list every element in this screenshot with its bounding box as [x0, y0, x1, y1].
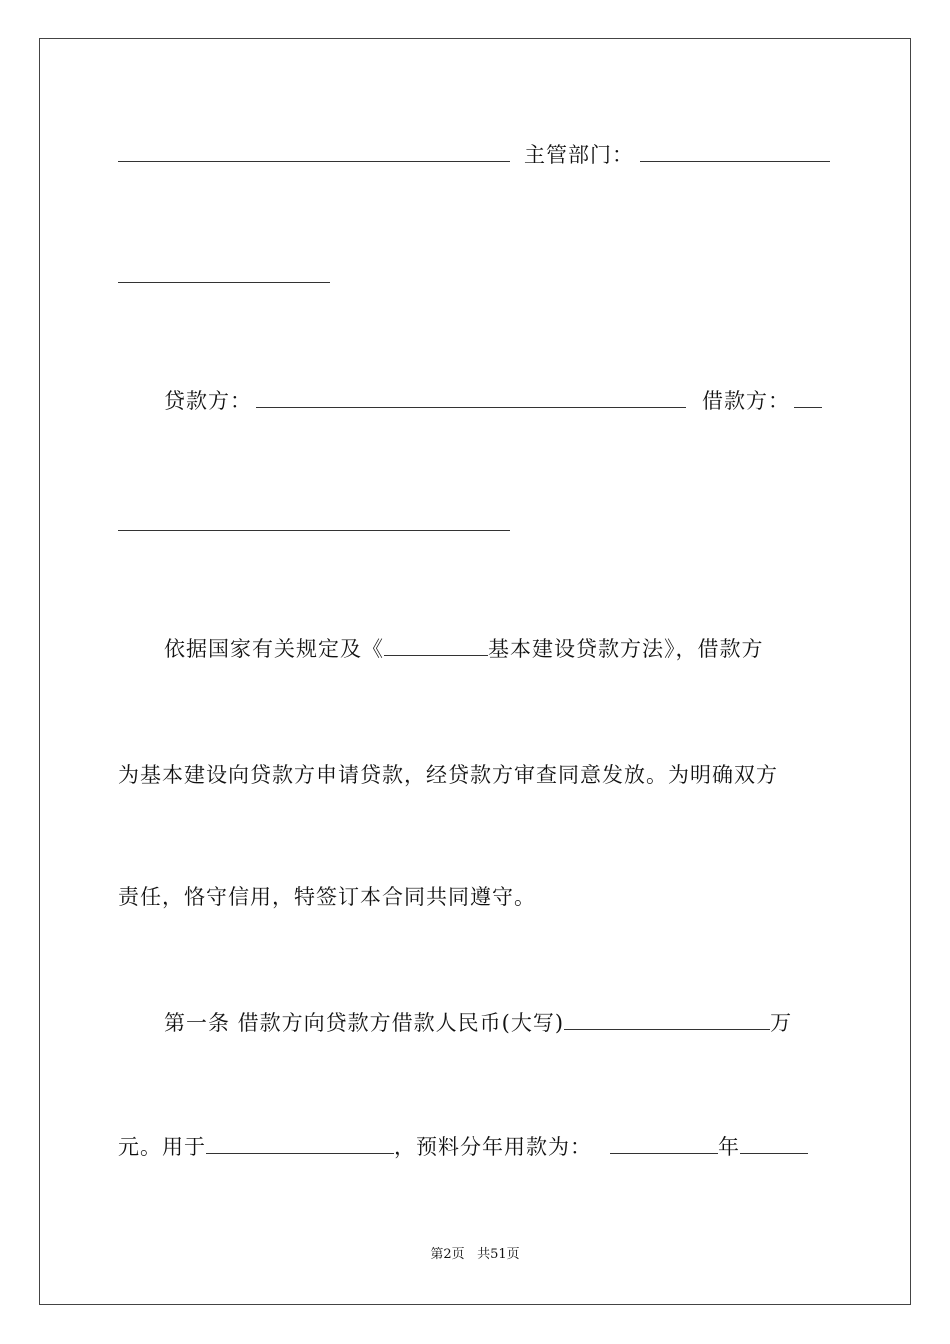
text-fragment: 万 — [770, 1011, 793, 1035]
text-fragment: 第一条 借款方向贷款方借款人民币(大写) — [164, 1011, 565, 1035]
blank-field[interactable] — [640, 143, 830, 162]
lender-label: 贷款方： — [164, 389, 252, 413]
text-fragment: 依据国家有关规定及《 — [164, 637, 384, 661]
amount-blank[interactable] — [564, 1011, 770, 1030]
blank-field[interactable] — [118, 282, 330, 283]
borrower-label: 借款方： — [702, 389, 790, 413]
text-fragment: 基本建设贷款方法》，借款方 — [488, 637, 764, 661]
amount-blank[interactable] — [740, 1135, 808, 1154]
page-number: 第2页 — [430, 1247, 465, 1262]
year-blank[interactable] — [610, 1135, 718, 1154]
article-line — [164, 1008, 834, 1038]
borrower-blank[interactable] — [794, 389, 822, 408]
paragraph-line: 为基本建设向贷款方申请贷款，经贷款方审查同意发放。为明确双方 — [118, 763, 778, 787]
text-fragment: 元。用于 — [118, 1135, 206, 1159]
dept-label: 主管部门： — [524, 143, 634, 167]
text-fragment: 年 — [718, 1135, 740, 1159]
line-supervisor-dept — [118, 140, 834, 170]
page-total: 共51页 — [477, 1247, 520, 1262]
purpose-blank[interactable] — [206, 1135, 394, 1154]
line-parties — [164, 386, 834, 416]
text-fragment: ，预料分年用款为： — [394, 1135, 592, 1159]
blank-field[interactable] — [118, 143, 510, 162]
page-border — [39, 38, 911, 1305]
lender-blank[interactable] — [256, 389, 686, 408]
borrower-blank-continued[interactable] — [118, 530, 510, 531]
article-line — [118, 1132, 834, 1162]
page-footer — [0, 1246, 950, 1264]
blank-field[interactable] — [384, 637, 488, 656]
paragraph-line — [164, 634, 834, 664]
paragraph-line: 责任，恪守信用，特签订本合同共同遵守。 — [118, 885, 536, 909]
